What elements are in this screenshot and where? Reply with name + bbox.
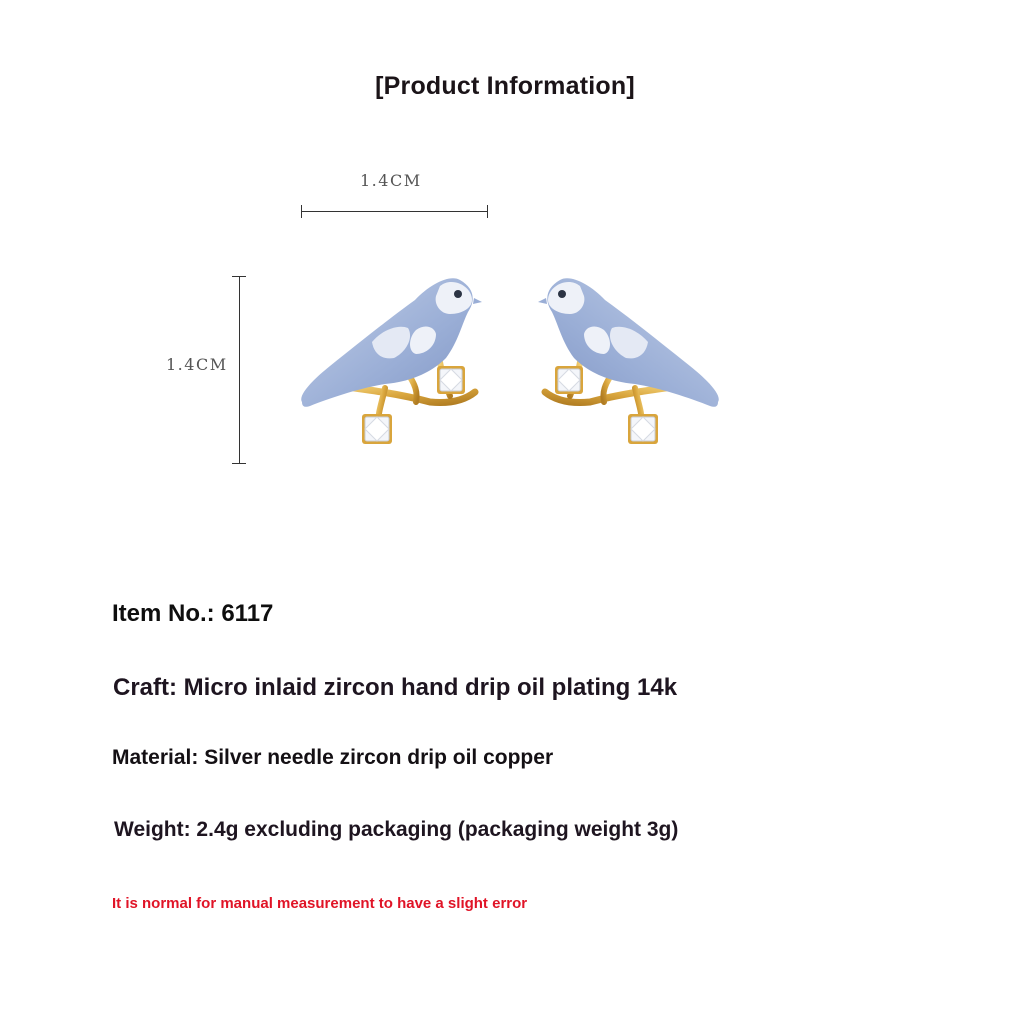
measurement-note: It is normal for manual measurement to have a slight error: [112, 895, 528, 912]
width-dimension-label: 1.4CM: [360, 171, 422, 190]
weight-info: Weight: 2.4g excluding packaging (packaging weight 3g): [114, 818, 679, 841]
item-number: Item No.: 6117: [112, 600, 274, 627]
product-image: [290, 262, 740, 462]
left-earring: [301, 278, 482, 444]
width-dimension-line: [301, 211, 488, 212]
right-earring: [538, 278, 719, 444]
height-dimension-label: 1.4CM: [166, 355, 228, 374]
material-info: Material: Silver needle zircon drip oil copper: [112, 746, 554, 769]
height-dimension-cap-bottom: [232, 463, 246, 464]
width-dimension-cap-right: [487, 205, 488, 218]
craft-info: Craft: Micro inlaid zircon hand drip oil plating 14k: [113, 674, 678, 701]
width-dimension-cap-left: [301, 205, 302, 218]
page-title: [Product Information]: [375, 72, 635, 100]
height-dimension-line: [239, 276, 240, 464]
height-dimension-cap-top: [232, 276, 246, 277]
